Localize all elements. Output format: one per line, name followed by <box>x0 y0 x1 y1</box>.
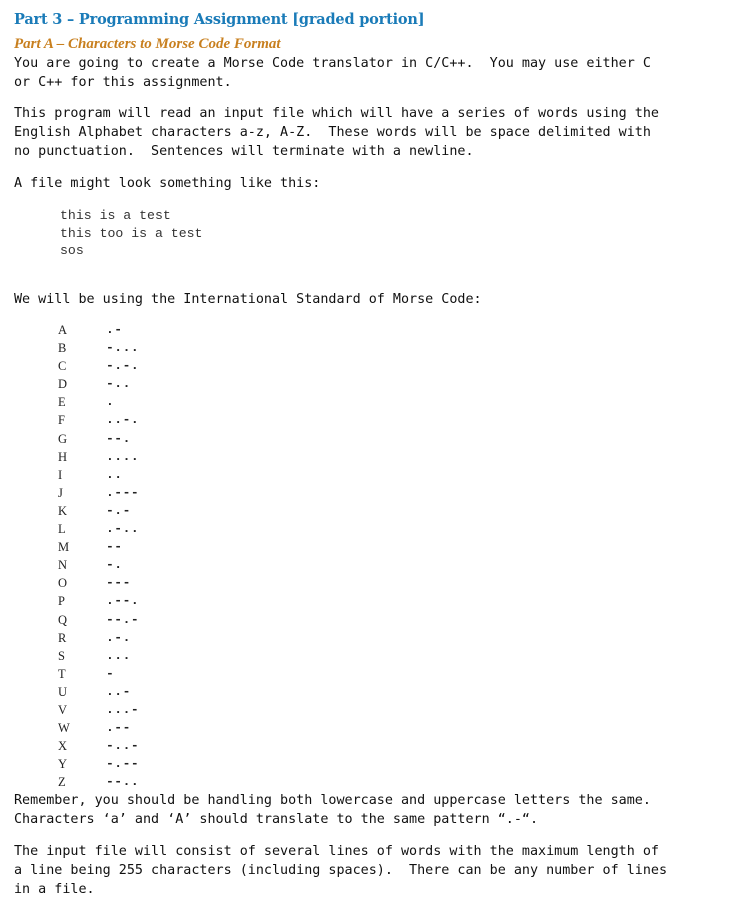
morse-letter: H <box>58 449 68 464</box>
morse-letter: O <box>58 576 68 591</box>
part-heading: Part 3 – Programming Assignment [graded portion] <box>14 11 425 28</box>
morse-row <box>58 592 178 610</box>
morse-row <box>58 574 178 592</box>
morse-code-table <box>58 321 178 791</box>
morse-letter: Z <box>58 775 66 790</box>
morse-row <box>58 357 178 375</box>
morse-letter: B <box>58 341 67 356</box>
morse-row <box>58 339 178 357</box>
morse-code-pattern: -.-- <box>106 756 140 772</box>
morse-letter: I <box>58 467 63 482</box>
morse-row <box>58 629 178 647</box>
morse-code-pattern: -..- <box>106 738 140 754</box>
morse-code-pattern: --. <box>106 430 131 446</box>
morse-code-pattern: .. <box>106 466 123 482</box>
morse-letter: R <box>58 630 67 645</box>
morse-code-pattern: ..- <box>106 683 131 699</box>
morse-row <box>58 773 178 791</box>
morse-code-pattern: -.. <box>106 376 131 392</box>
morse-letter: X <box>58 739 68 754</box>
morse-code-pattern: .... <box>106 448 140 464</box>
example-file-block: this is a test this too is a test sos <box>60 208 203 259</box>
remember-paragraph: Remember, you should be handling both lowercase and uppercase letters the same. Characters ‘a’ and ‘A’ should translate to the same pattern “.-“. <box>14 793 651 827</box>
morse-code-pattern: .--- <box>106 484 140 500</box>
morse-row <box>58 611 178 629</box>
morse-code-pattern: - <box>106 665 115 681</box>
morse-row <box>58 321 178 339</box>
morse-letter: L <box>58 522 66 537</box>
morse-code-pattern: -. <box>106 557 123 573</box>
morse-letter: S <box>58 648 65 663</box>
morse-code-pattern: ...- <box>106 701 140 717</box>
morse-letter: T <box>58 666 66 681</box>
morse-row <box>58 556 178 574</box>
file-intro-paragraph: A file might look something like this: <box>14 176 321 191</box>
morse-letter: J <box>58 485 63 500</box>
morse-row <box>58 647 178 665</box>
program-paragraph: This program will read an input file which will have a series of words using the English Alphabet characters a-z, A-Z. These words will be space delimited with no punctuation. Sentences will terminate with a newline. <box>14 106 659 159</box>
morse-code-pattern: ... <box>106 647 131 663</box>
morse-letter: D <box>58 377 68 392</box>
morse-row <box>58 375 178 393</box>
morse-letter: U <box>58 684 68 699</box>
morse-letter: K <box>58 503 68 518</box>
morse-code-pattern: --- <box>106 575 131 591</box>
morse-code-pattern: .-.. <box>106 521 140 537</box>
morse-code-pattern: -- <box>106 539 123 555</box>
morse-code-pattern: ..-. <box>106 412 140 428</box>
morse-code-pattern: -.-. <box>106 358 140 374</box>
morse-letter: C <box>58 359 67 374</box>
morse-code-pattern: .-. <box>106 629 131 645</box>
morse-code-pattern: .--. <box>106 593 140 609</box>
morse-row <box>58 502 178 520</box>
morse-row <box>58 737 178 755</box>
morse-row <box>58 755 178 773</box>
morse-code-pattern: --.- <box>106 611 140 627</box>
morse-row <box>58 665 178 683</box>
morse-letter: E <box>58 395 66 410</box>
morse-letter: Y <box>58 757 68 772</box>
morse-code-pattern: .- <box>106 322 123 337</box>
morse-row <box>58 719 178 737</box>
morse-row <box>58 393 178 411</box>
standard-paragraph: We will be using the International Standard of Morse Code: <box>14 292 482 307</box>
morse-row <box>58 683 178 701</box>
morse-row <box>58 701 178 719</box>
section-heading: Part A – Characters to Morse Code Format <box>14 36 281 52</box>
input-paragraph: The input file will consist of several lines of words with the maximum length of a line being 255 characters (including spaces). There can be any number of lines in a file. <box>14 844 668 897</box>
morse-code-pattern: --.. <box>106 774 140 790</box>
morse-row <box>58 430 178 448</box>
morse-row <box>58 448 178 466</box>
morse-letter: F <box>58 413 65 428</box>
morse-row <box>58 484 178 502</box>
morse-letter: N <box>58 558 68 573</box>
morse-code-pattern: .-- <box>106 720 131 736</box>
morse-row <box>58 520 178 538</box>
morse-code-pattern: -.- <box>106 502 131 518</box>
morse-letter: Q <box>58 612 68 627</box>
morse-letter: A <box>58 323 68 337</box>
morse-letter: V <box>58 702 68 717</box>
morse-row <box>58 411 178 429</box>
intro-paragraph: You are going to create a Morse Code translator in C/C++. You may use either C or C++ for this assignment. <box>14 56 651 90</box>
morse-letter: M <box>58 540 70 555</box>
morse-letter: P <box>58 594 65 609</box>
morse-code-pattern: -... <box>106 340 140 356</box>
morse-letter: W <box>58 721 70 736</box>
morse-row <box>58 538 178 556</box>
morse-row <box>58 466 178 484</box>
morse-letter: G <box>58 431 68 446</box>
morse-code-pattern: . <box>106 394 115 410</box>
